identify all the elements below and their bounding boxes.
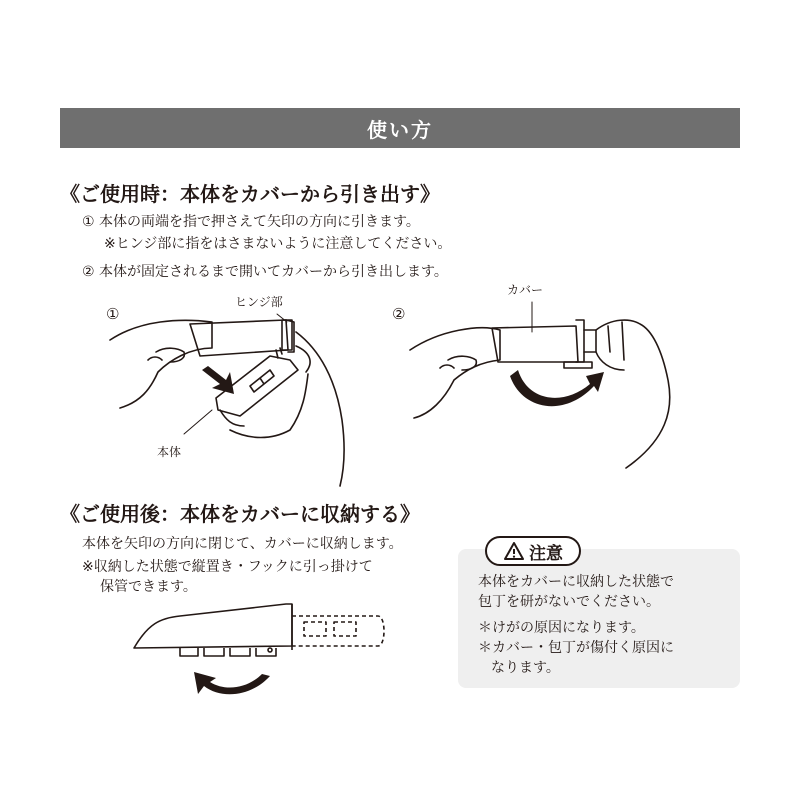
knife-body xyxy=(134,604,292,648)
cover-outline xyxy=(292,616,384,646)
caution-badge xyxy=(485,536,581,566)
store-note-1: ※収納した状態で縦置き・フックに引っ掛けて xyxy=(82,559,373,575)
storage-illustration xyxy=(120,600,390,700)
store-line-1: 本体を矢印の方向に閉じて、カバーに収納します。 xyxy=(82,536,403,552)
caution-bullet-2: ＊カバー・包丁が傷付く原因に xyxy=(478,640,674,656)
page-title: 使い方 xyxy=(367,117,433,142)
figure-1-number: ① xyxy=(106,305,120,323)
pull-arrow xyxy=(202,366,234,394)
cover-handle xyxy=(190,320,288,356)
body-label: 本体 xyxy=(157,445,182,459)
section-store-heading: 《ご使用後：本体をカバーに収納する》 xyxy=(60,502,420,526)
knife-body xyxy=(564,362,592,368)
right-hand xyxy=(296,332,344,486)
section-use-heading: 《ご使用時：本体をカバーから引き出す》 xyxy=(60,182,440,206)
caution-line-1: 本体をカバーに収納した状態で xyxy=(478,574,674,590)
rotate-arrow xyxy=(510,370,604,406)
caution-bullet-2-cont: なります。 xyxy=(491,660,560,676)
step-1-text: ① 本体の両端を指で押さえて矢印の方向に引きます。 xyxy=(82,214,420,230)
figure-1-illustration xyxy=(100,290,360,490)
cover-label: カバー xyxy=(507,283,544,297)
cover-tube xyxy=(492,326,578,362)
figure-2-number: ② xyxy=(392,305,406,323)
right-hand xyxy=(596,320,670,468)
title-bar xyxy=(60,108,740,148)
caution-bullet-1: ＊けがの原因になります。 xyxy=(478,620,645,636)
store-note-2: 保管できます。 xyxy=(100,579,197,595)
warning-triangle-icon xyxy=(503,541,525,561)
left-hand xyxy=(110,320,212,408)
caution-title: 注意 xyxy=(529,543,563,564)
caution-line-2: 包丁を研がないでください。 xyxy=(478,594,660,610)
left-hand xyxy=(410,328,500,418)
hinge-label: ヒンジ部 xyxy=(235,295,283,309)
figure-2-illustration xyxy=(400,290,690,470)
step-2-text: ② 本体が固定されるまで開いてカバーから引き出します。 xyxy=(82,264,448,280)
close-arrow xyxy=(194,672,270,694)
step-1-note: ※ヒンジ部に指をはさまないように注意してください。 xyxy=(104,236,452,252)
